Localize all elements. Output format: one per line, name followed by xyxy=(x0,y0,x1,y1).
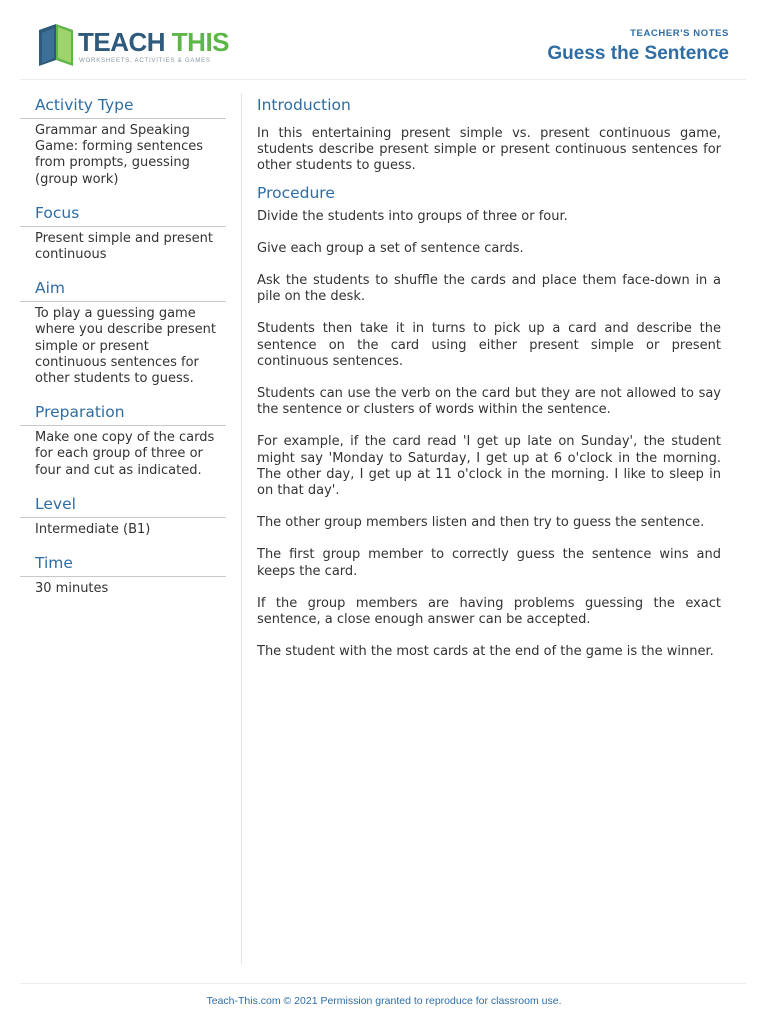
header-divider xyxy=(20,79,746,80)
footer-divider xyxy=(20,983,746,984)
time-text: 30 minutes xyxy=(35,581,109,597)
procedure-step: The student with the most cards at the end of the game is the winner. xyxy=(257,644,714,660)
level-heading: Level xyxy=(20,491,226,518)
procedure-step: Divide the students into groups of three or four. xyxy=(257,208,568,224)
focus-section xyxy=(20,200,226,263)
document-title: Guess the Sentence xyxy=(547,43,729,64)
procedure-heading: Procedure xyxy=(257,183,335,202)
preparation-heading: Preparation xyxy=(20,399,226,426)
focus-text: Present simple and present continuous xyxy=(35,230,213,263)
introduction-heading: Introduction xyxy=(257,96,351,114)
aim-text: To play a guessing game where you describe present simple or present continuous sentences for other students to guess. xyxy=(35,306,217,387)
time-heading: Time xyxy=(20,550,226,577)
level-section xyxy=(20,491,226,538)
procedure-step: For example, if the card read 'I get up late on Sunday', the student might say 'Monday to Saturday, I get up at 6 o'clock in the morning. The other day, I get up at 11 o'clock in the morning. I like to sleep in on that day'. xyxy=(257,434,721,499)
procedure-step: If the group members are having problems guessing the exact sentence, a close enough answer can be accepted. xyxy=(257,595,721,628)
time-section xyxy=(20,550,226,597)
activity-info-sidebar xyxy=(20,92,226,609)
procedure-step: Ask the students to shuffle the cards and place them face-down in a pile on the desk. xyxy=(257,273,721,305)
procedure-step: The other group members listen and then try to guess the sentence. xyxy=(257,515,705,531)
aim-heading: Aim xyxy=(20,275,226,302)
activity-type-text: Grammar and Speaking Game: forming sentences from prompts, guessing (group work) xyxy=(35,123,204,187)
procedure-step: The first group member to correctly guess the sentence wins and keeps the card. xyxy=(257,547,721,579)
logo-tagline: WORKSHEETS, ACTIVITIES & GAMES xyxy=(79,57,211,64)
teachers-notes-label: TEACHER'S NOTES xyxy=(630,28,729,39)
logo-word-teach: TEACH xyxy=(78,27,166,57)
focus-heading: Focus xyxy=(20,200,226,227)
procedure-step: Give each group a set of sentence cards. xyxy=(257,240,524,256)
logo-wordmark xyxy=(78,28,229,56)
copyright-footer: Teach-This.com © 2021 Permission granted to reproduce for classroom use. xyxy=(206,995,562,1007)
logo-word-this: THIS xyxy=(171,27,230,57)
procedure-step: Students then take it in turns to pick up a card and describe the sentence on the card using either present simple or present continuous sentences. xyxy=(257,321,721,369)
procedure-step: Students can use the verb on the card but they are not allowed to say the sentence or clusters of words within the sentence. xyxy=(257,386,721,418)
book-icon xyxy=(36,24,76,68)
main-content xyxy=(257,92,721,676)
column-divider xyxy=(241,93,242,964)
procedure-steps xyxy=(257,209,721,661)
preparation-text: Make one copy of the cards for each group of three or four and cut as indicated. xyxy=(35,430,215,478)
teach-this-logo[interactable] xyxy=(36,24,236,70)
level-text: Intermediate (B1) xyxy=(35,521,151,537)
introduction-text: In this entertaining present simple vs. present continuous game, students describe present simple or present continuous sentences for other students to guess. xyxy=(257,126,721,174)
aim-section xyxy=(20,275,226,387)
activity-type-heading: Activity Type xyxy=(20,92,226,119)
preparation-section xyxy=(20,399,226,479)
activity-type-section xyxy=(20,92,226,188)
page-header xyxy=(0,0,768,80)
